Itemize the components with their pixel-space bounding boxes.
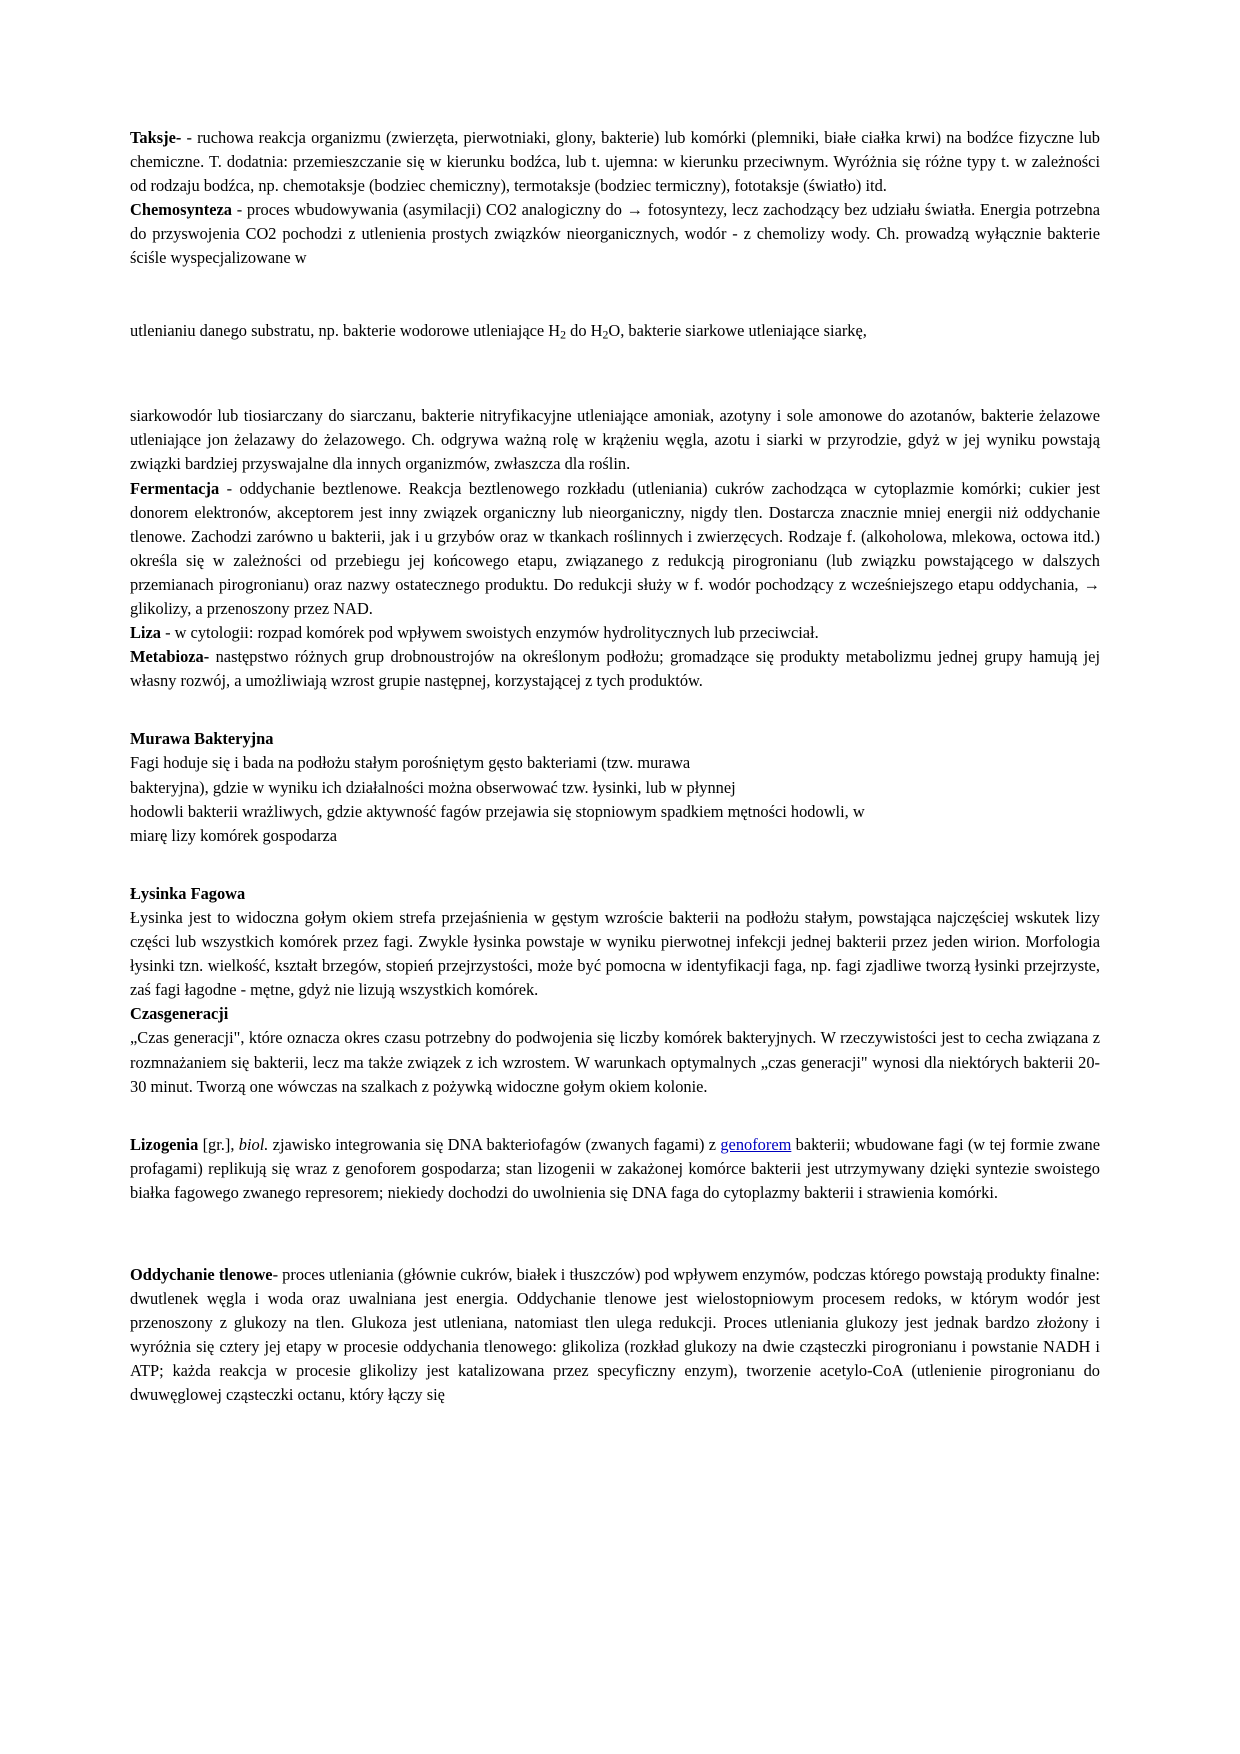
lizogenia-body-1: zjawisko integrowania się DNA bakteriofagów (zwanych fagami) z bbox=[268, 1134, 721, 1154]
genoforem-link[interactable]: genoforem bbox=[720, 1134, 792, 1154]
paragraph-taksje bbox=[130, 126, 1100, 198]
term-lizogenia: Lizogenia bbox=[130, 1134, 199, 1154]
paragraph-czasgeneracji: „Czas generacji", które oznacza okres czasu potrzebny do podwojenia się liczby komórek bakteryjnych. W rzeczywistości jest to cecha związana z rozmnażaniem się bakterii, lecz ma także związek z ich wzrostem. W warunkach optymalnych „czas generacji" wynosi dla niektórych bakterii 20-30 minut. Tworzą one wówczas na szalkach z pożywką widoczne gołym okiem kolonie. bbox=[130, 1028, 1100, 1096]
paragraph-lizogenia bbox=[130, 1133, 1100, 1205]
term-taksje: Taksje- bbox=[130, 128, 182, 147]
chemosynteza-body-2: fotosyntezy, lecz zachodzący bez udziału światła. Energia potrzebna do przyswojenia CO2 pochodzi z utlenienia prostych związków nieorganicznych, wodór - z chemolizy wody. Ch. prowadzą wyłącznie bakterie ściśle wyspecjalizowane w bbox=[130, 200, 1100, 268]
arrow-glyph: → bbox=[626, 200, 644, 220]
cont1-part3: O, bakterie siarkowe utleniające siarkę, bbox=[608, 320, 867, 340]
cont1-part2: do H bbox=[566, 320, 603, 340]
paragraph-lysinka: Łysinka jest to widoczna gołym okiem strefa przejaśnienia w gęstym wzroście bakterii na podłożu stałym, powstająca najczęściej wskutek lizy części lub wszystkich komórek przez fagi. Zwykle łysinka powstaje w wyniku pierwotnej infekcji jednej bakterii przez jeden wirion. Morfologia łysinki tzn. wielkość, kształt brzegów, stopień przejrzystości, może być pomocna w identyfikacji faga, np. fagi zjadliwe tworzą łysinki przejrzyste, zaś fagi łagodne - mętne, gdyż nie lizują wszystkich komórek. bbox=[130, 907, 1100, 1000]
document-body bbox=[130, 126, 1100, 1408]
cont1-part1: utlenianiu danego substratu, np. bakterie wodorowe utleniające H bbox=[130, 320, 561, 340]
chemosynteza-body-1: - proces wbudowywania (asymilacji) CO2 analogiczny do bbox=[231, 200, 627, 220]
fermentacja-body-2: glikolizy, a przenoszony przez NAD. bbox=[130, 599, 373, 618]
term-metabioza: Metabioza- bbox=[130, 647, 210, 667]
murawa-line-2: bakteryjna), gdzie w wyniku ich działalności można obserwować tzw. łysinki, lub w płynnej bbox=[130, 777, 736, 797]
spacer-2 bbox=[130, 346, 1100, 404]
taksje-body: - ruchowa reakcja organizmu (zwierzęta, pierwotniaki, glony, bakterie) lub komórki (plemniki, białe ciałka krwi) na bodźce fizyczne lub chemiczne. T. dodatnia: przemieszczanie się w kierunku bodźca, lub t. ujemna: w kierunku przeciwnym. Wyróżnia się różne typy t. w zależności od rodzaju bodźca, np. chemotaksje (bodziec chemiczny), termotaksje (bodziec termiczny), fototaksje (światło) itd. bbox=[130, 128, 1100, 196]
heading-lysinka-fagowa: Łysinka Fagowa bbox=[130, 883, 246, 903]
murawa-line-3: hodowli bakterii wrażliwych, gdzie aktywność fagów przejawia się stopniowym spadkiem mętności hodowli, w bbox=[130, 801, 865, 821]
heading-czasgeneracji: Czasgeneracji bbox=[130, 1004, 229, 1024]
lizogenia-italic-biol: biol. bbox=[238, 1134, 269, 1154]
murawa-line-1: Fagi hoduje się i bada na podłożu stałym porośniętym gęsto bakteriami (tzw. murawa bbox=[130, 753, 691, 773]
metabioza-body: następstwo różnych grup drobnoustrojów na określonym podłożu; gromadzące się produkty metabolizmu jednej grupy hamują jej własny rozwój, a umożliwiają wzrost grupie następnej, korzystającej z tych produktów. bbox=[130, 647, 1100, 691]
paragraph-chemosynteza-cont1 bbox=[130, 319, 1100, 347]
term-liza: Liza bbox=[130, 623, 161, 643]
paragraph-chemosynteza bbox=[130, 198, 1100, 270]
term-fermentacja: Fermentacja bbox=[130, 478, 220, 498]
paragraph-fermentacja bbox=[130, 477, 1100, 622]
arrow-glyph-2: → bbox=[1083, 574, 1100, 594]
spacer-1 bbox=[130, 271, 1100, 319]
paragraph-liza bbox=[130, 621, 1100, 645]
murawa-line-4: miarę lizy komórek gospodarza bbox=[130, 825, 338, 845]
oddychanie-body: - proces utleniania (głównie cukrów, białek i tłuszczów) pod wpływem enzymów, podczas którego powstają produkty finalne: dwutlenek węgla i woda oraz uwalniana jest energia. Oddychanie tlenowe jest wielostopniowym procesem redoks, w którym wodór jest przenoszony z glukozy na tlen. Glukoza jest utleniana, natomiast tlen ulega redukcji. Proces utleniania glukozy jest jednak bardzo złożony i wyróżnia się cztery jej etapy w procesie oddychania tlenowego: glikoliza (rozkład glukozy na dwie cząsteczki pirogronianu i powstanie NADH i ATP; każda reakcja w procesie glikolizy jest katalizowana przez specyficzny enzym), tworzenie acetylo-CoA (utlenienie pirogronianu do dwuwęglowej cząsteczki octanu, który łączy się bbox=[130, 1264, 1100, 1405]
subscript-h2-a: 2 bbox=[560, 327, 567, 342]
term-oddychanie-tlenowe: Oddychanie tlenowe bbox=[130, 1264, 273, 1284]
paragraph-chemosynteza-cont2: siarkowodór lub tiosiarczany do siarczanu, bakterie nitryfikacyjne utleniające amoniak, azotyny i sole amonowe do azotanów, bakterie żelazowe utleniające jon żelazawy do żelazowego. Ch. odgrywa ważną rolę w krążeniu węgla, azotu i siarki w przyrodzie, gdyż w jej wyniku powstają związki bardziej przyswajalne dla innych organizmów, zwłaszcza dla roślin. bbox=[130, 406, 1100, 474]
lizogenia-bracket: [gr.], bbox=[198, 1134, 239, 1154]
paragraph-metabioza bbox=[130, 645, 1100, 693]
term-chemosynteza: Chemosynteza bbox=[130, 200, 232, 220]
heading-murawa-bakteryjna: Murawa Bakteryjna bbox=[130, 729, 274, 749]
liza-body: - w cytologii: rozpad komórek pod wpływem swoistych enzymów hydrolitycznych lub przeciwciał. bbox=[160, 623, 819, 643]
fermentacja-body-1: - oddychanie beztlenowe. Reakcja beztlenowego rozkładu (utleniania) cukrów zachodząca w cytoplazmie komórki; cukier jest donorem elektronów, akceptorem jest inny związek organiczny lub nieorganiczny, nigdy tlen. Dostarcza znacznie mniej energii niż oddychanie tlenowe. Zachodzi zarówno u bakterii, jak i u grzybów oraz w tkankach roślinnych i zwierzęcych. Rodzaje f. (alkoholowa, mlekowa, octowa itd.) określa się w zależności od przebiegu jej końcowego etapu, związanego z redukcją pirogronianu (lub związku powstającego w dalszych przemianach pirogronianu) oraz nazwy ostatecznego produktu. Do redukcji służy w f. wodór pochodzący z wcześniejszego etapu oddychania, bbox=[130, 478, 1100, 594]
spacer-3 bbox=[130, 693, 1100, 727]
spacer-6 bbox=[130, 1205, 1100, 1263]
spacer-4 bbox=[130, 848, 1100, 882]
spacer-5 bbox=[130, 1099, 1100, 1133]
paragraph-oddychanie-tlenowe bbox=[130, 1263, 1100, 1408]
lizogenia-body-2: bakterii; wbudowane fagi (w tej formie zwane profagami) replikują się wraz z genoforem gospodarza; stan lizogenii w zakażonej komórce bakterii jest utrzymywany dzięki syntezie swoistego białka fagowego zwanego represorem; niekiedy dochodzi do uwolnienia się DNA faga do cytoplazmy bakterii i strawienia komórki. bbox=[130, 1134, 1100, 1202]
subscript-h2-b: 2 bbox=[602, 327, 609, 342]
